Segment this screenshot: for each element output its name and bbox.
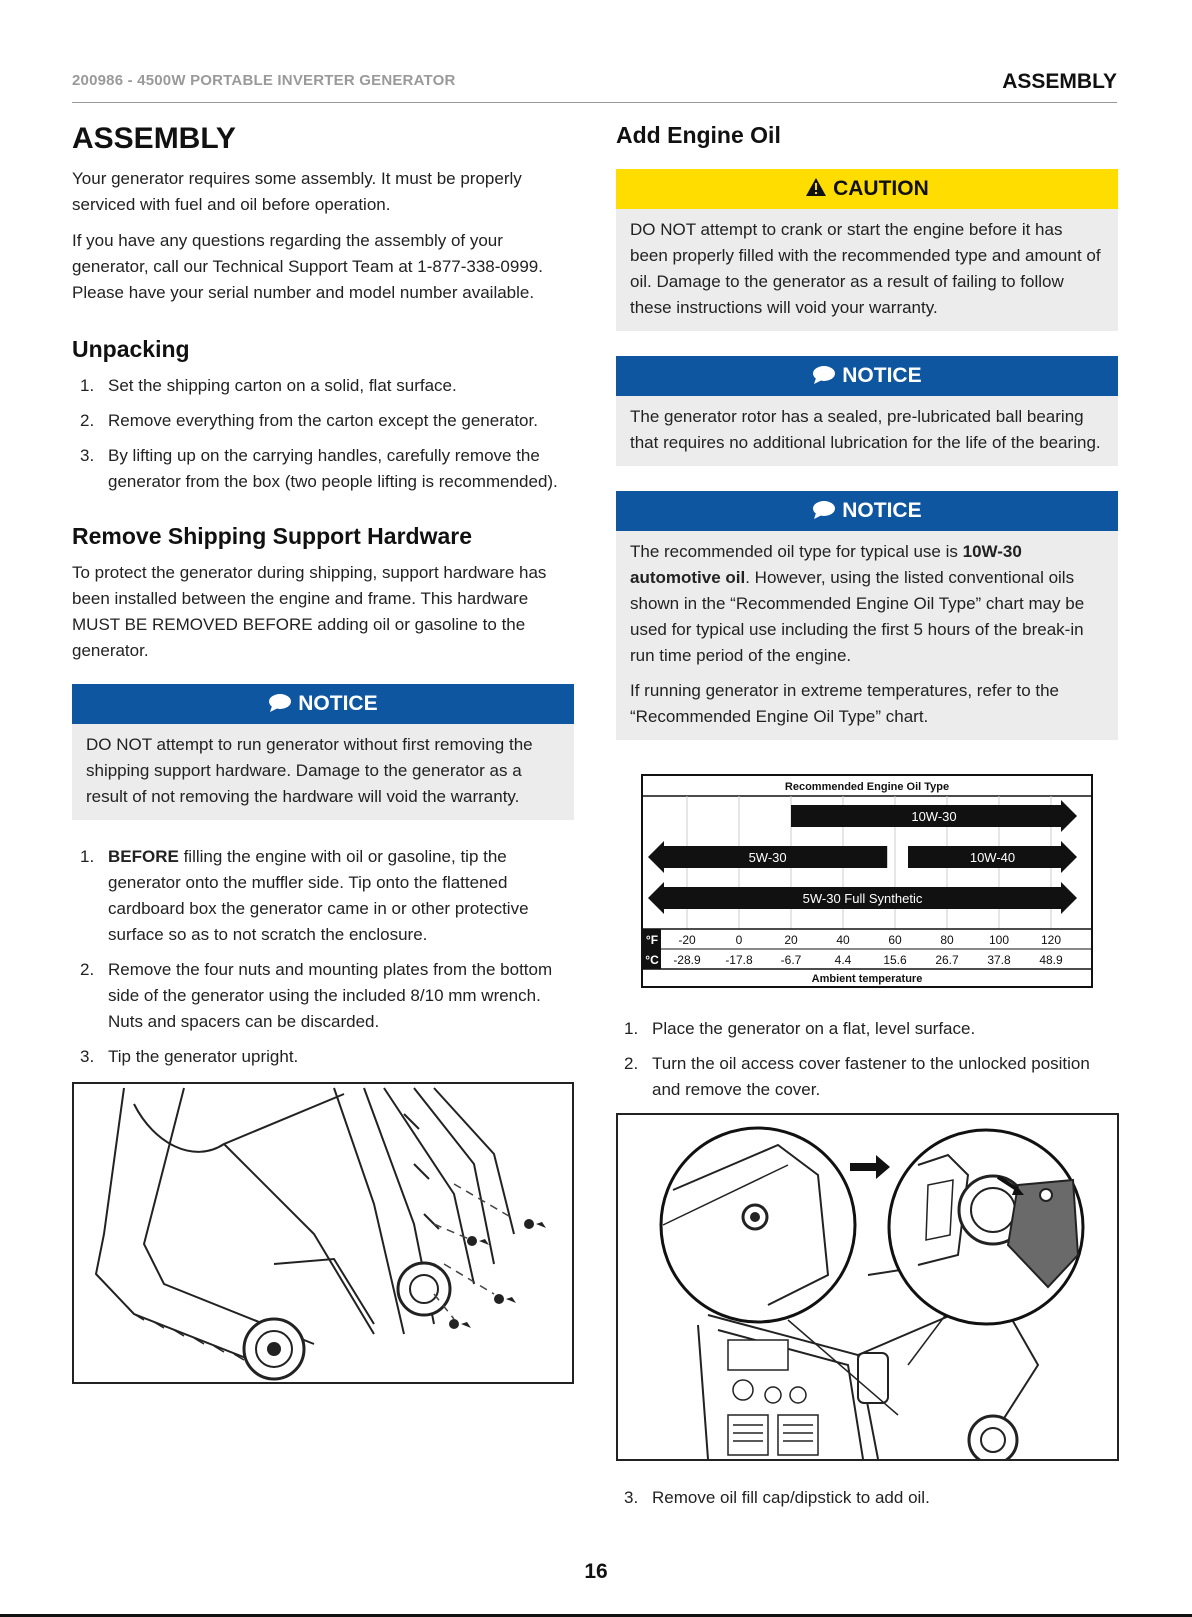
fahrenheit-tick-label: 0 — [735, 933, 743, 947]
celsius-unit: °C — [645, 953, 659, 967]
celsius-tick-label: 48.9 — [1039, 953, 1063, 967]
rotor-notice-box — [616, 356, 1118, 466]
list-item — [72, 373, 574, 399]
list-item — [72, 1044, 574, 1070]
celsius-tick-label: 26.7 — [935, 953, 959, 967]
speech-bubble-icon — [268, 692, 298, 715]
step-text: Set the shipping carton on a solid, flat surface. — [108, 376, 457, 395]
list-item — [72, 408, 574, 434]
oil-range-label: 10W-40 — [969, 850, 1016, 865]
oil-type-notice-box — [616, 491, 1118, 740]
notice-banner — [616, 356, 1118, 396]
step-text: filling the engine with oil or gasoline, tip the generator onto the muffler side. Tip onto the flattened cardboard box the generator came in or other protective surface so as to not scratch the enclosure. — [108, 847, 529, 944]
list-item — [616, 1485, 1118, 1511]
left-column — [72, 118, 574, 1384]
notice-label: NOTICE — [298, 692, 378, 715]
notice-banner — [616, 491, 1118, 531]
speech-bubble-icon — [812, 499, 842, 522]
step-text: Remove everything from the carton except the generator. — [108, 411, 538, 430]
list-item — [72, 844, 574, 948]
step-number: 3. — [80, 1047, 95, 1066]
fahrenheit-tick-label: -20 — [678, 933, 696, 947]
notice-text: The generator rotor has a sealed, pre-lubricated ball bearing that requires no additional lubrication for the life of the bearing. — [630, 407, 1101, 452]
section-title: ASSEMBLY — [1002, 70, 1117, 93]
list-item — [616, 1051, 1118, 1103]
oil-range-label: 10W-30 — [911, 809, 957, 824]
step-text: Tip the generator upright. — [108, 1047, 299, 1066]
list-item — [72, 957, 574, 1035]
extreme-temp-note: If running generator in extreme temperatures, refer to the “Recommended Engine Oil Type” chart. — [630, 681, 1060, 726]
oil-range-label: 5W-30 — [748, 850, 787, 865]
celsius-tick-label: 4.4 — [834, 953, 852, 967]
step-number: 1. — [80, 847, 95, 866]
step-number: 2. — [80, 411, 95, 430]
oil-type-bold: 10W-30 automotive oil — [630, 542, 1022, 587]
fahrenheit-tick-label: 120 — [1040, 933, 1062, 947]
caution-banner — [616, 169, 1118, 209]
fahrenheit-tick-label: 40 — [836, 933, 850, 947]
step-text: By lifting up on the carrying handles, carefully remove the generator from the box (two people lifting is recommended). — [108, 446, 558, 491]
generator-hardware-illustration — [72, 1082, 574, 1384]
step-text: Remove the four nuts and mounting plates from the bottom side of the generator using the included 8/10 mm wrench. Nuts and spacers can be discarded. — [108, 960, 553, 1031]
oil-access-cover-illustration — [616, 1113, 1119, 1461]
caution-text: DO NOT attempt to crank or start the engine before it has been properly filled with the recommended type and amount of oil. Damage to the generator as a result of failing to follow these instructions will void your warranty. — [630, 220, 1101, 317]
x-axis-label: Ambient temperature — [811, 973, 923, 985]
step-number: 3. — [80, 446, 95, 465]
speech-bubble-icon — [812, 364, 842, 387]
unpacking-heading: Unpacking — [72, 336, 190, 362]
list-item — [616, 1016, 1118, 1042]
step-number: 1. — [624, 1019, 639, 1038]
step-text: Remove oil fill cap/dipstick to add oil. — [652, 1488, 930, 1507]
hardware-heading: Remove Shipping Support Hardware — [72, 523, 472, 549]
notice-label: NOTICE — [842, 499, 922, 522]
caution-label: CAUTION — [833, 177, 929, 200]
side-handle — [858, 1353, 888, 1403]
step-number: 2. — [624, 1054, 639, 1073]
step-bold-text: BEFORE — [108, 847, 179, 866]
oil-steps — [616, 1016, 1118, 1103]
oil-range-label: 5W-30 Full Synthetic — [802, 891, 923, 906]
text-run: The recommended oil type for typical use is — [630, 542, 963, 561]
hardware-notice-box — [72, 684, 574, 820]
right-arrow-icon — [850, 1155, 890, 1179]
fahrenheit-tick-label: 100 — [988, 933, 1010, 947]
unpacking-steps — [72, 373, 574, 495]
oil-step-3 — [616, 1485, 1118, 1511]
list-item — [72, 443, 574, 495]
notice-text: DO NOT attempt to run generator without first removing the shipping support hardware. Damage to the generator as a result of not removing the hardware will void the warranty. — [86, 735, 533, 806]
step-text: Place the generator on a flat, level surface. — [652, 1019, 976, 1038]
caution-box — [616, 169, 1118, 331]
document-title: 200986 - 4500W PORTABLE INVERTER GENERATOR — [72, 72, 456, 89]
header-divider — [72, 102, 1117, 103]
step-number: 2. — [80, 960, 95, 979]
right-column — [616, 118, 1118, 1520]
page-number: 16 — [584, 1560, 608, 1583]
notice-text — [616, 531, 1118, 740]
add-oil-heading: Add Engine Oil — [616, 122, 781, 148]
support-paragraph: If you have any questions regarding the assembly of your generator, call our Technical Support Team at 1-877-338-0999. Please have your serial number and model number available. — [72, 231, 543, 302]
notice-banner — [72, 684, 574, 724]
celsius-tick-label: -17.8 — [725, 953, 753, 967]
celsius-tick-label: -28.9 — [673, 953, 701, 967]
celsius-tick-label: 37.8 — [987, 953, 1011, 967]
zoom-circle-closed-cover — [661, 1128, 855, 1322]
notice-label: NOTICE — [842, 364, 922, 387]
page-title: ASSEMBLY — [72, 122, 236, 155]
intro-paragraph: Your generator requires some assembly. It must be properly serviced with fuel and oil before operation. — [72, 169, 522, 214]
hardware-steps — [72, 844, 574, 1070]
step-number: 1. — [80, 376, 95, 395]
chart-title: Recommended Engine Oil Type — [784, 781, 950, 793]
step-text: Turn the oil access cover fastener to the unlocked position and remove the cover. — [652, 1054, 1090, 1099]
warning-triangle-icon — [805, 177, 833, 200]
celsius-tick-label: 15.6 — [883, 953, 907, 967]
oil-recommendation — [630, 539, 1104, 669]
fahrenheit-tick-label: 60 — [888, 933, 902, 947]
zoom-circle-open-cover — [889, 1130, 1083, 1324]
step-number: 3. — [624, 1488, 639, 1507]
celsius-tick-label: -6.7 — [780, 953, 802, 967]
fahrenheit-unit: °F — [645, 933, 659, 947]
fahrenheit-tick-label: 80 — [940, 933, 954, 947]
hardware-paragraph: To protect the generator during shipping, support hardware has been installed between the engine and frame. This hardware MUST BE REMOVED BEFORE adding oil or gasoline to the generator. — [72, 563, 547, 660]
fahrenheit-tick-label: 20 — [784, 933, 798, 947]
text-run: . However, using the listed conventional oils shown in the “Recommended Engine Oil Type” chart may be used for typical use including the first 5 hours of the break-in run time period of the engine. — [630, 568, 1085, 665]
oil-type-chart — [641, 774, 1093, 988]
control-panel — [728, 1340, 818, 1455]
